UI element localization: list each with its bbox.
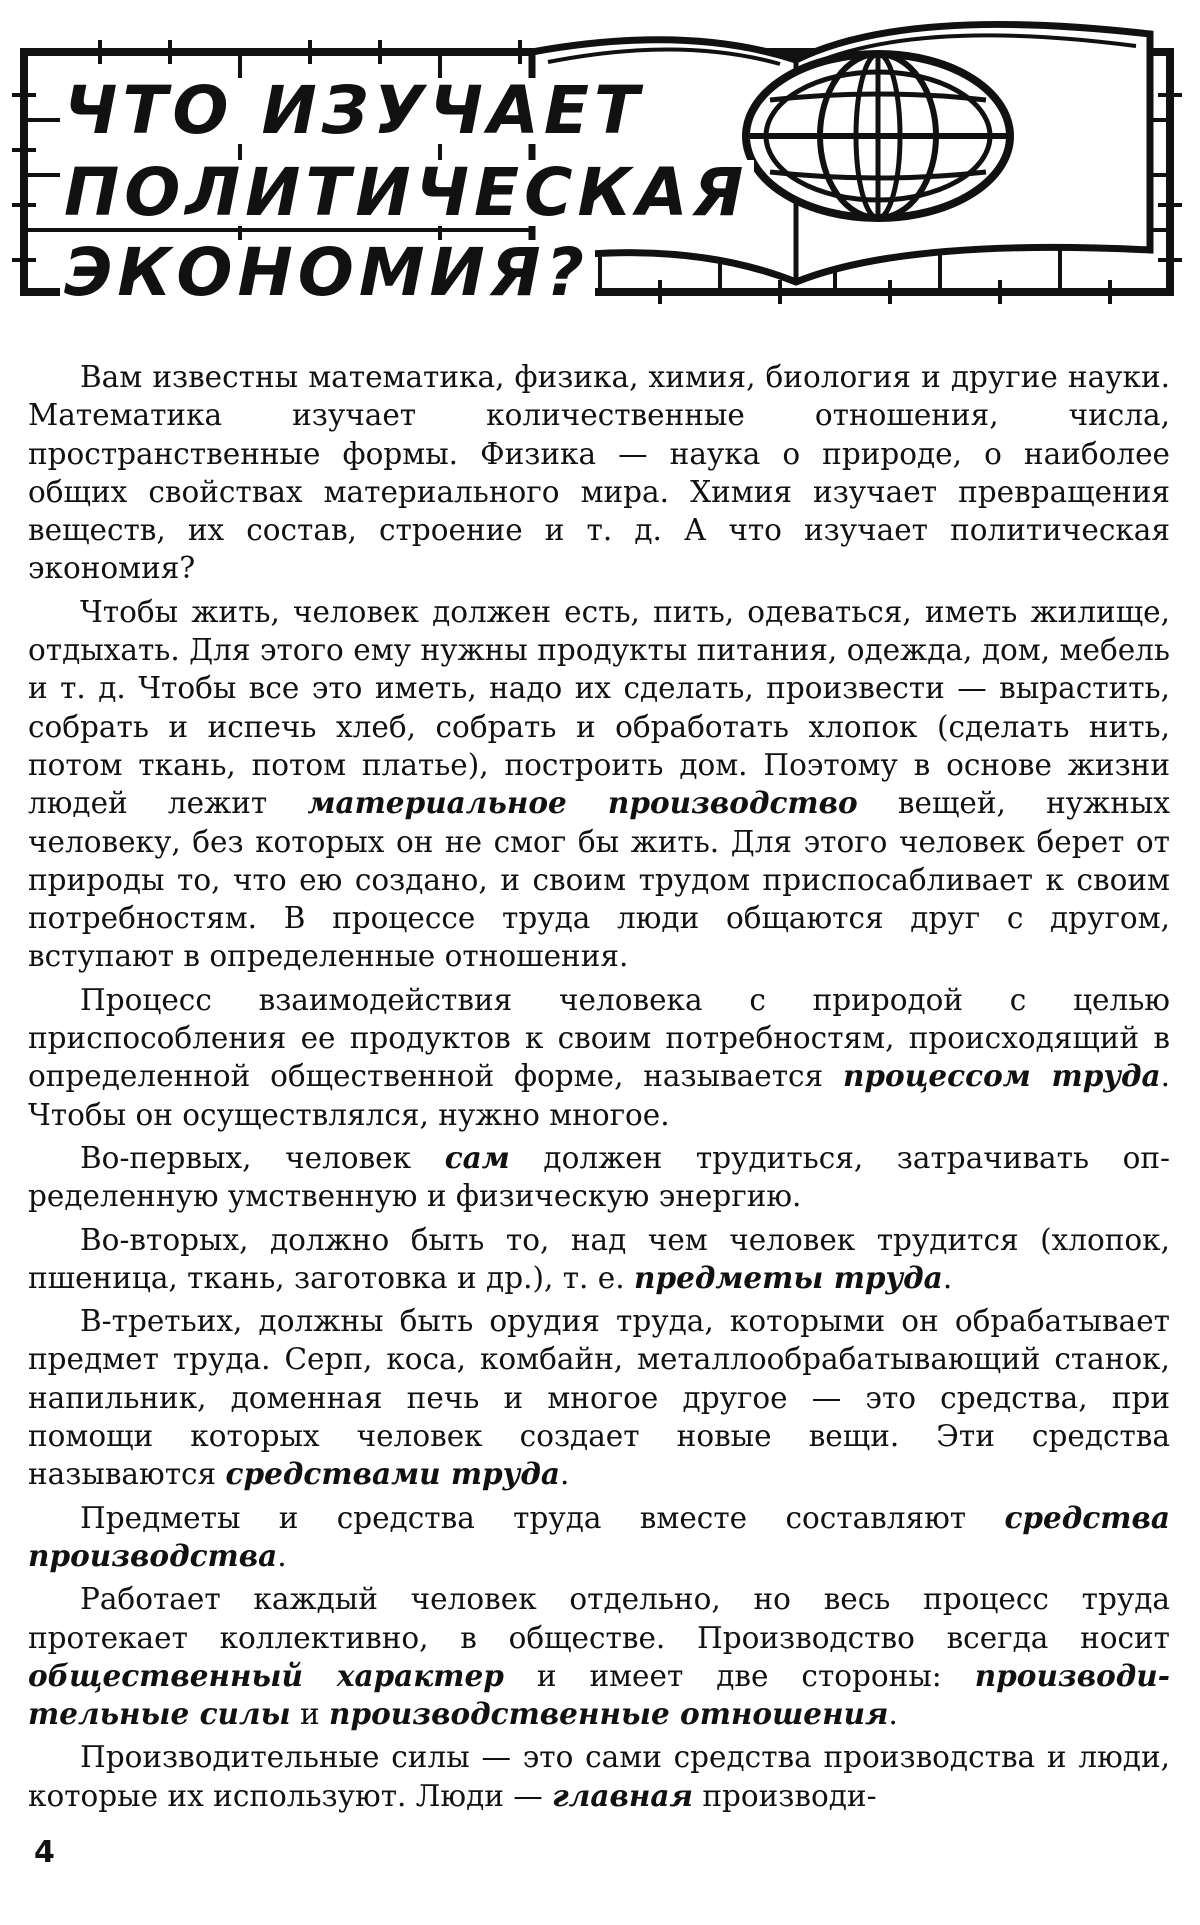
paragraph — [28, 981, 1170, 1134]
emphasized-term: материальное производство — [307, 785, 858, 821]
emphasized-term: производственные отношения — [329, 1696, 889, 1732]
emphasized-term: средствами труда — [225, 1456, 560, 1492]
emphasized-term: сам — [444, 1139, 510, 1175]
emphasized-term: общественный характер — [28, 1657, 504, 1693]
text-run: . Чтобы он осуществлялся, нужно многое. — [28, 1059, 1170, 1132]
emphasized-term: производительные силы — [28, 1657, 1170, 1732]
text-run: и имеет две стороны: — [503, 1658, 975, 1693]
text-run: Чтобы жить, человек должен есть, пить, одеваться, иметь жилище, отдыхать. Для этого ему нужны продукты питания, одежда, дом, мебель и т. д. Чтобы все это иметь, надо их сделать, произвести — вырастить, собрать и испечь хлеб, собрать и обработать хлопок (сделать нить, потом ткань, потом платье), построить дом. Поэтому в основе жизни людей лежит — [28, 594, 1170, 821]
page-number: 4 — [34, 1835, 55, 1870]
text-run: и — [290, 1697, 330, 1732]
text-run: Процесс взаимодействия человека с природой с целью приспособления ее продуктов к своим потребностям, происходящий в определенной общественной форме, называется — [28, 982, 1170, 1094]
text-run: Во-первых, человек — [80, 1140, 445, 1175]
text-run: Во-вторых, должно быть то, над чем человек трудится (хлопок, пшеница, ткань, заготовка и др.), т. е. — [28, 1222, 1170, 1295]
emphasized-term: процессом труда — [842, 1058, 1161, 1094]
paragraph — [28, 1738, 1170, 1815]
text-run: . — [942, 1260, 953, 1295]
paragraph — [28, 1221, 1170, 1298]
title-line-2: ПОЛИТИЧЕСКАЯ — [60, 160, 754, 226]
text-run: производи- — [692, 1778, 877, 1813]
paragraph — [28, 1302, 1170, 1493]
text-run: . — [277, 1538, 287, 1573]
text-run: Производительные силы — это сами средства производства и люди, которые их используют. Люди — — [28, 1740, 1170, 1813]
text-run: Работает каждый человек отдельно, но весь процесс труда протекает коллективно, в обществе. Производство всегда носит — [28, 1582, 1170, 1655]
text-run: Предметы и средства труда вместе составляют — [80, 1500, 1005, 1535]
emphasized-term: средства производства — [28, 1499, 1170, 1573]
text-run: должен трудиться, затрачивать определенную умственную и физическую энергию. — [28, 1140, 1171, 1214]
text-run: Вам известны математика, физика, химия, биология и другие науки. Математика изучает количественные отношения, числа, пространственные формы. Физика — наука о природе, о наиболее общих свойствах материального мира. Химия изучает превращения веществ, их состав, строение и т. д. А что изучает политическая экономия? — [28, 360, 1170, 586]
body-text — [28, 358, 1170, 1820]
paragraph — [28, 593, 1170, 976]
chapter-header — [0, 0, 1200, 330]
title-line-1: ЧТО ИЗУЧАЕТ — [60, 78, 650, 144]
emphasized-term: предметы труда — [634, 1259, 943, 1295]
paragraph — [28, 358, 1170, 588]
paragraph — [28, 1139, 1170, 1216]
text-run: . — [559, 1457, 570, 1492]
text-run: вещей, нужных человеку, без которых он не смог бы жить. Для этого человек берет от природы то, что ею создано, и своим трудом приспосабливает к своим потребностям. В процессе труда люди общаются друг с другом, вступают в определенные отношения. — [28, 786, 1171, 974]
paragraph — [28, 1499, 1170, 1576]
text-run: В-третьих, должны быть орудия труда, которыми он обрабатывает предмет труда. Серп, коса, комбайн, металлообрабатывающий станок, напильник, доменная печь и многое другое — это средства, при помощи которых человек создает новые вещи. Эти средства называются — [28, 1304, 1170, 1492]
text-run: . — [888, 1697, 898, 1732]
title-line-3: ЭКОНОМИЯ? — [60, 240, 595, 306]
emphasized-term: главная — [552, 1777, 693, 1813]
paragraph — [28, 1580, 1170, 1733]
